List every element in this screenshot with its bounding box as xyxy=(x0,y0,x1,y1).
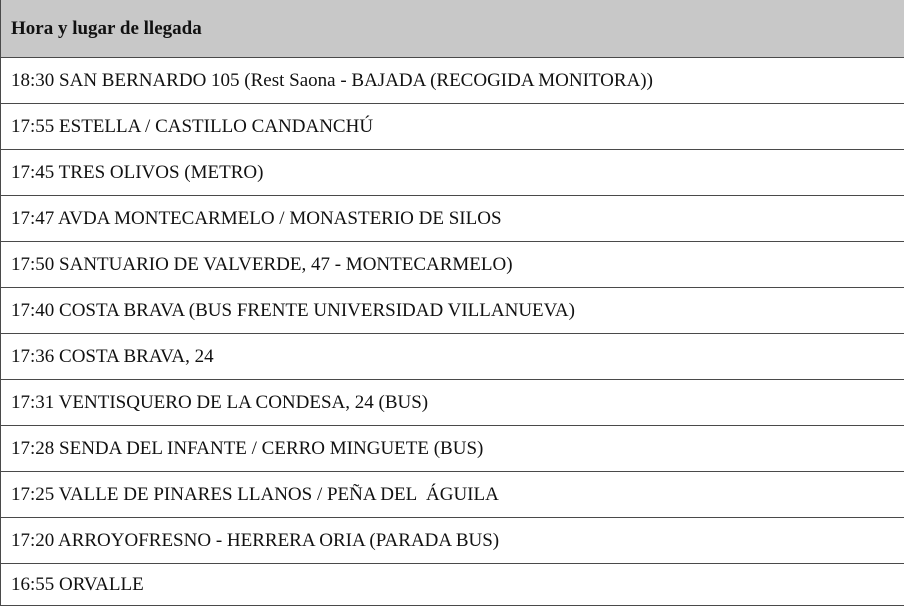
table-row: 17:25 VALLE DE PINARES LLANOS / PEÑA DEL ÁGUILA xyxy=(1,472,904,518)
table-row: 17:50 SANTUARIO DE VALVERDE, 47 - MONTECARMELO) xyxy=(1,242,904,288)
table-row: 17:40 COSTA BRAVA (BUS FRENTE UNIVERSIDAD VILLANUEVA) xyxy=(1,288,904,334)
table-row: 17:28 SENDA DEL INFANTE / CERRO MINGUETE (BUS) xyxy=(1,426,904,472)
table-row: 17:36 COSTA BRAVA, 24 xyxy=(1,334,904,380)
table-row: 17:45 TRES OLIVOS (METRO) xyxy=(1,150,904,196)
table-row: 18:30 SAN BERNARDO 105 (Rest Saona - BAJADA (RECOGIDA MONITORA)) xyxy=(1,58,904,104)
table-row: 17:20 ARROYOFRESNO - HERRERA ORIA (PARADA BUS) xyxy=(1,518,904,564)
table-header: Hora y lugar de llegada xyxy=(1,0,904,58)
table-row: 16:55 ORVALLE xyxy=(1,564,904,606)
table-row: 17:47 AVDA MONTECARMELO / MONASTERIO DE SILOS xyxy=(1,196,904,242)
table-row: 17:55 ESTELLA / CASTILLO CANDANCHÚ xyxy=(1,104,904,150)
table-row: 17:31 VENTISQUERO DE LA CONDESA, 24 (BUS) xyxy=(1,380,904,426)
